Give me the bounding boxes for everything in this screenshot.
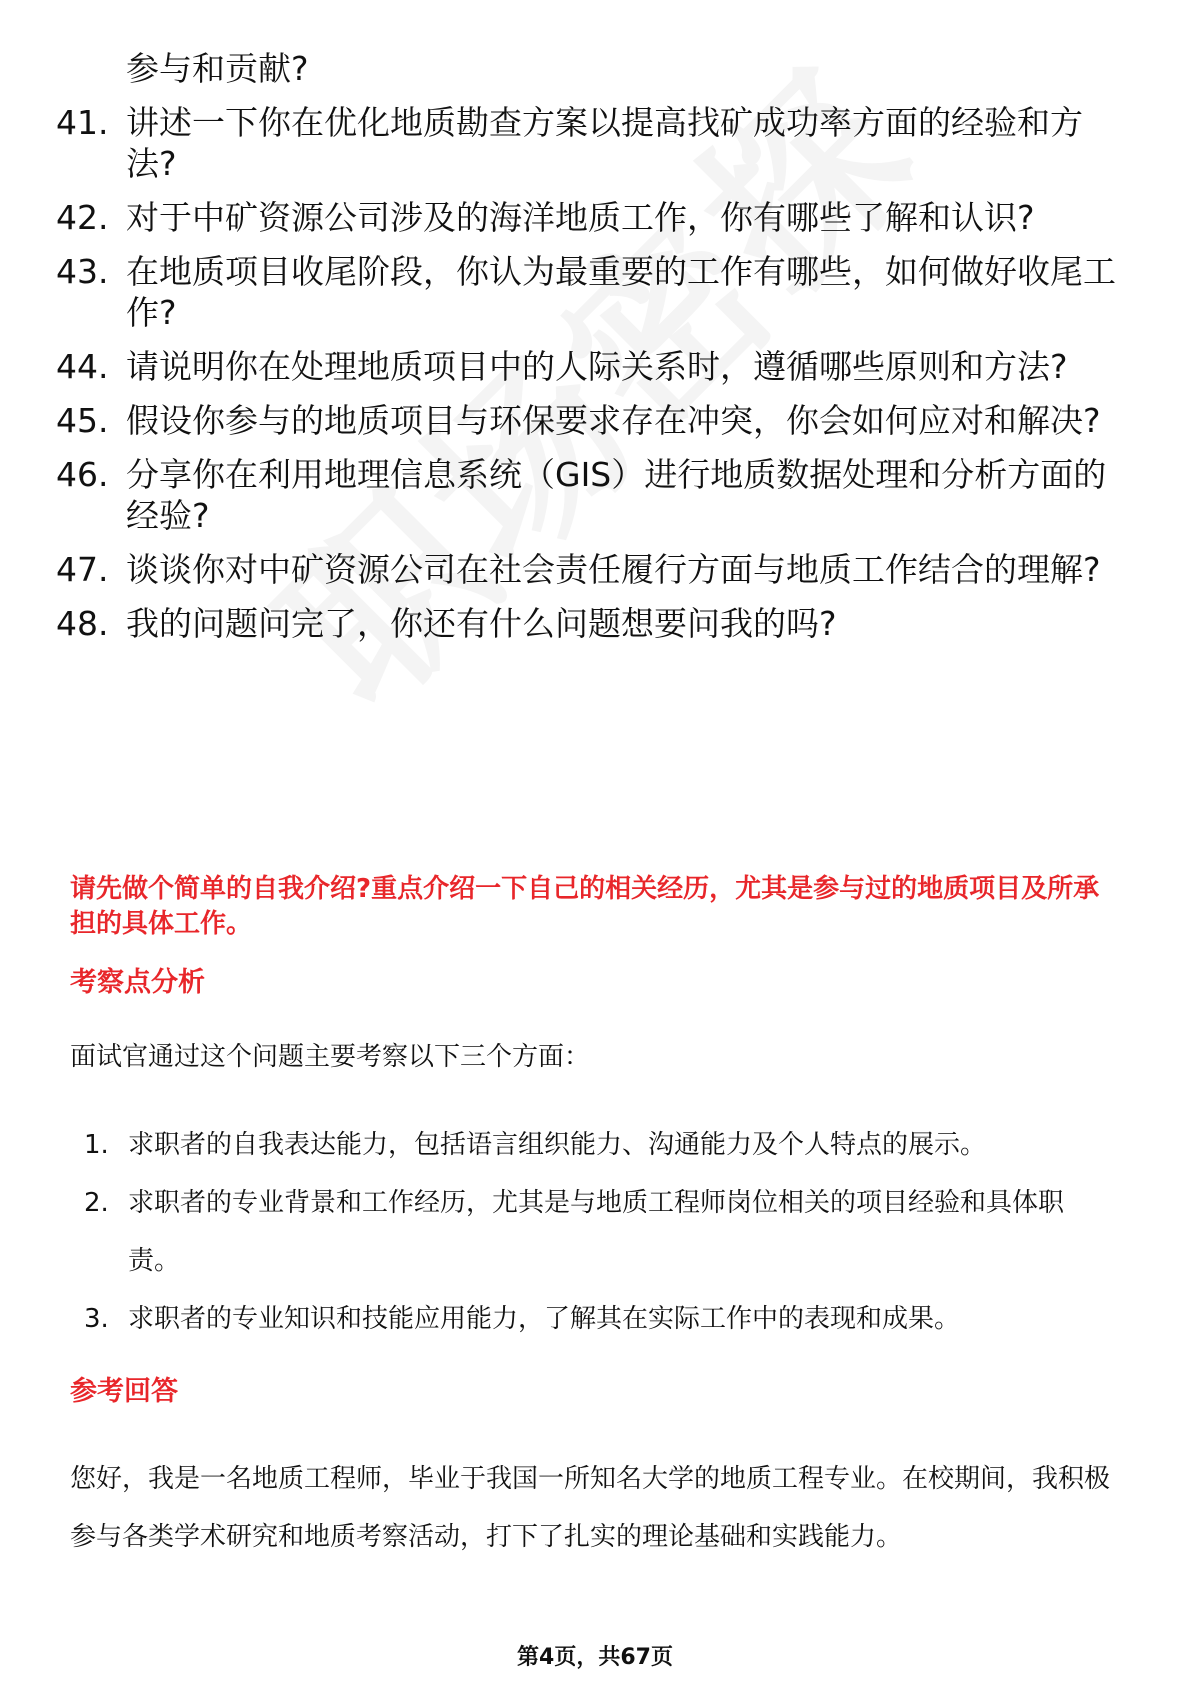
question-number: 42. xyxy=(56,198,109,237)
question-text: 在地质项目收尾阶段，你认为最重要的工作有哪些，如何做好收尾工作? xyxy=(126,252,1116,332)
list-number: 1. xyxy=(84,1130,109,1160)
question-text: 讲述一下你在优化地质勘查方案以提高找矿成功率方面的经验和方法? xyxy=(126,103,1083,183)
question-item xyxy=(56,48,1116,89)
question-number: 45. xyxy=(56,401,109,440)
list-item xyxy=(84,1116,1114,1174)
question-text: 谈谈你对中矿资源公司在社会责任履行方面与地质工作结合的理解? xyxy=(126,550,1101,589)
list-item xyxy=(84,1290,1114,1348)
question-text: 我的问题问完了，你还有什么问题想要问我的吗? xyxy=(126,604,837,643)
analysis-title: 考察点分析 xyxy=(70,967,205,998)
question-item xyxy=(56,454,1116,536)
question-item xyxy=(56,400,1116,441)
page-footer: 第4页，共67页 xyxy=(517,1645,673,1670)
question-number: 44. xyxy=(56,347,109,386)
question-item xyxy=(56,251,1116,333)
answer-title: 参考回答 xyxy=(70,1376,178,1407)
question-item xyxy=(56,603,1116,644)
analysis-intro: 面试官通过这个问题主要考察以下三个方面： xyxy=(70,1042,591,1072)
question-text: 假设你参与的地质项目与环保要求存在冲突，你会如何应对和解决? xyxy=(126,401,1101,440)
question-text: 分享你在利用地理信息系统（GIS）进行地质数据处理和分析方面的经验? xyxy=(126,455,1107,535)
question-item xyxy=(56,346,1116,387)
question-text: 对于中矿资源公司涉及的海洋地质工作，你有哪些了解和认识? xyxy=(126,198,1035,237)
question-item xyxy=(56,197,1116,238)
question-number: 48. xyxy=(56,604,109,643)
list-number: 3. xyxy=(84,1304,109,1334)
question-item xyxy=(56,549,1116,590)
question-number: 43. xyxy=(56,252,109,291)
question-number: 47. xyxy=(56,550,109,589)
list-item xyxy=(84,1174,1114,1290)
highlight-question: 请先做个简单的自我介绍?重点介绍一下自己的相关经历，尤其是参与过的地质项目及所承担的具体工作。 xyxy=(70,874,1100,939)
list-number: 2. xyxy=(84,1188,109,1218)
list-text: 求职者的专业知识和技能应用能力，了解其在实际工作中的表现和成果。 xyxy=(128,1304,961,1334)
list-text: 求职者的自我表达能力，包括语言组织能力、沟通能力及个人特点的展示。 xyxy=(128,1130,987,1160)
analysis-points xyxy=(84,1116,1114,1348)
question-number: 41. xyxy=(56,103,109,142)
question-number: 46. xyxy=(56,455,109,494)
list-text: 求职者的专业背景和工作经历，尤其是与地质工程师岗位相关的项目经验和具体职责。 xyxy=(128,1188,1065,1276)
question-text: 请说明你在处理地质项目中的人际关系时，遵循哪些原则和方法? xyxy=(126,347,1068,386)
question-number xyxy=(56,48,126,89)
question-item xyxy=(56,102,1116,184)
question-text: 参与和贡献? xyxy=(126,49,309,88)
question-list xyxy=(56,48,1116,657)
answer-text: 您好，我是一名地质工程师，毕业于我国一所知名大学的地质工程专业。在校期间，我积极参与各类学术研究和地质考察活动，打下了扎实的理论基础和实践能力。 xyxy=(70,1464,1111,1552)
